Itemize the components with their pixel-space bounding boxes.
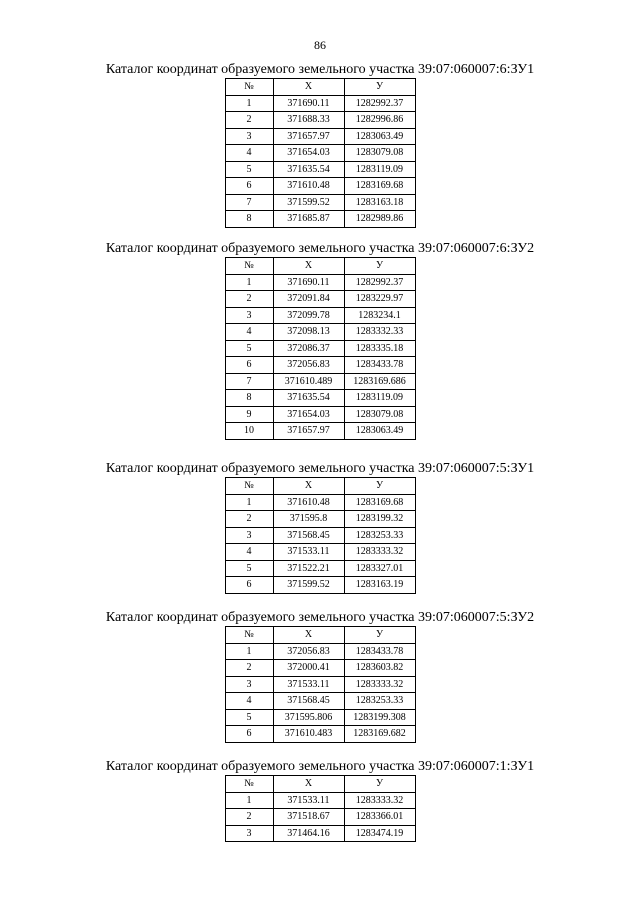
cell-y-coordinate: 1283079.08 <box>344 406 415 423</box>
cell-y-coordinate: 1283079.08 <box>344 145 415 162</box>
cell-point-number: 10 <box>225 423 273 440</box>
cell-x-coordinate: 371522.21 <box>273 560 344 577</box>
cell-point-number: 1 <box>225 792 273 809</box>
cell-x-coordinate: 371533.11 <box>273 792 344 809</box>
cell-x-coordinate: 371654.03 <box>273 145 344 162</box>
coordinates-table <box>225 257 416 440</box>
table-row <box>225 726 415 743</box>
table-header-row <box>225 627 415 644</box>
cell-y-coordinate: 1283333.32 <box>344 544 415 561</box>
cell-point-number: 1 <box>225 274 273 291</box>
coordinate-catalog <box>0 759 640 842</box>
cell-x-coordinate: 371599.52 <box>273 577 344 594</box>
table-row <box>225 792 415 809</box>
cell-y-coordinate: 1283119.09 <box>344 161 415 178</box>
cell-y-coordinate: 1283063.49 <box>344 128 415 145</box>
cell-point-number: 3 <box>225 307 273 324</box>
table-row <box>225 112 415 129</box>
cell-y-coordinate: 1282992.37 <box>344 274 415 291</box>
table-row <box>225 494 415 511</box>
cell-y-coordinate: 1283163.19 <box>344 577 415 594</box>
cell-x-coordinate: 371518.67 <box>273 809 344 826</box>
cell-x-coordinate: 371595.8 <box>273 511 344 528</box>
cell-x-coordinate: 371595.806 <box>273 709 344 726</box>
cell-x-coordinate: 371690.11 <box>273 274 344 291</box>
cell-y-coordinate: 1283229.97 <box>344 291 415 308</box>
cell-x-coordinate: 371688.33 <box>273 112 344 129</box>
cell-y-coordinate: 1283333.32 <box>344 792 415 809</box>
cell-x-coordinate: 372091.84 <box>273 291 344 308</box>
table-row <box>225 211 415 228</box>
table-row <box>225 709 415 726</box>
column-header-point-number: № <box>225 79 273 96</box>
cell-point-number: 5 <box>225 340 273 357</box>
coordinate-catalog <box>0 610 640 743</box>
table-row <box>225 145 415 162</box>
cell-y-coordinate: 1283366.01 <box>344 809 415 826</box>
cell-x-coordinate: 371599.52 <box>273 194 344 211</box>
cell-x-coordinate: 371610.48 <box>273 178 344 195</box>
cell-y-coordinate: 1283199.32 <box>344 511 415 528</box>
page-number: 86 <box>314 38 326 52</box>
cell-y-coordinate: 1282992.37 <box>344 95 415 112</box>
column-header-x-coordinate: X <box>273 776 344 793</box>
table-header-row <box>225 776 415 793</box>
catalog-title: Каталог координат образуемого земельного участка 39:07:060007:5:ЗУ1 <box>105 461 535 476</box>
table-row <box>225 95 415 112</box>
cell-point-number: 5 <box>225 560 273 577</box>
column-header-y-coordinate: У <box>344 258 415 275</box>
cell-point-number: 4 <box>225 544 273 561</box>
table-row <box>225 324 415 341</box>
table-row <box>225 511 415 528</box>
column-header-x-coordinate: X <box>273 79 344 96</box>
coordinates-table <box>225 477 416 594</box>
table-row <box>225 128 415 145</box>
cell-point-number: 3 <box>225 527 273 544</box>
cell-y-coordinate: 1283335.18 <box>344 340 415 357</box>
cell-y-coordinate: 1283253.33 <box>344 527 415 544</box>
cell-y-coordinate: 1283169.68 <box>344 494 415 511</box>
cell-x-coordinate: 371568.45 <box>273 527 344 544</box>
cell-y-coordinate: 1283603.82 <box>344 660 415 677</box>
table-row <box>225 643 415 660</box>
cell-point-number: 7 <box>225 194 273 211</box>
table-row <box>225 423 415 440</box>
table-row <box>225 340 415 357</box>
column-header-y-coordinate: У <box>344 79 415 96</box>
cell-x-coordinate: 371610.48 <box>273 494 344 511</box>
table-row <box>225 390 415 407</box>
column-header-x-coordinate: X <box>273 627 344 644</box>
column-header-y-coordinate: У <box>344 478 415 495</box>
cell-y-coordinate: 1283474.19 <box>344 825 415 842</box>
cell-point-number: 8 <box>225 211 273 228</box>
table-header-row <box>225 79 415 96</box>
cell-y-coordinate: 1283169.686 <box>344 373 415 390</box>
catalog-title: Каталог координат образуемого земельного участка 39:07:060007:6:ЗУ2 <box>105 241 535 256</box>
cell-y-coordinate: 1283433.78 <box>344 643 415 660</box>
cell-point-number: 6 <box>225 726 273 743</box>
cell-y-coordinate: 1283163.18 <box>344 194 415 211</box>
table-row <box>225 660 415 677</box>
cell-y-coordinate: 1283199.308 <box>344 709 415 726</box>
cell-x-coordinate: 372086.37 <box>273 340 344 357</box>
coordinates-table <box>225 775 416 842</box>
cell-point-number: 5 <box>225 709 273 726</box>
cell-point-number: 1 <box>225 643 273 660</box>
cell-y-coordinate: 1283333.32 <box>344 676 415 693</box>
cell-x-coordinate: 372000.41 <box>273 660 344 677</box>
cell-x-coordinate: 371654.03 <box>273 406 344 423</box>
table-row <box>225 825 415 842</box>
table-row <box>225 161 415 178</box>
cell-x-coordinate: 371685.87 <box>273 211 344 228</box>
cell-x-coordinate: 371533.11 <box>273 544 344 561</box>
cell-y-coordinate: 1283169.682 <box>344 726 415 743</box>
cell-y-coordinate: 1283327.01 <box>344 560 415 577</box>
cell-x-coordinate: 372056.83 <box>273 357 344 374</box>
table-row <box>225 809 415 826</box>
cell-point-number: 1 <box>225 95 273 112</box>
cell-point-number: 2 <box>225 511 273 528</box>
cell-point-number: 6 <box>225 178 273 195</box>
table-row <box>225 307 415 324</box>
cell-point-number: 2 <box>225 291 273 308</box>
cell-x-coordinate: 371657.97 <box>273 128 344 145</box>
coordinates-table <box>225 626 416 743</box>
cell-y-coordinate: 1283119.09 <box>344 390 415 407</box>
column-header-y-coordinate: У <box>344 776 415 793</box>
table-row <box>225 274 415 291</box>
column-header-y-coordinate: У <box>344 627 415 644</box>
table-header-row <box>225 478 415 495</box>
table-row <box>225 178 415 195</box>
cell-x-coordinate: 372098.13 <box>273 324 344 341</box>
column-header-point-number: № <box>225 627 273 644</box>
table-row <box>225 527 415 544</box>
catalog-title: Каталог координат образуемого земельного участка 39:07:060007:6:ЗУ1 <box>105 62 535 77</box>
cell-y-coordinate: 1283063.49 <box>344 423 415 440</box>
table-row <box>225 560 415 577</box>
cell-point-number: 6 <box>225 357 273 374</box>
cell-point-number: 9 <box>225 406 273 423</box>
cell-x-coordinate: 372056.83 <box>273 643 344 660</box>
cell-x-coordinate: 371635.54 <box>273 161 344 178</box>
cell-point-number: 2 <box>225 809 273 826</box>
cell-x-coordinate: 371690.11 <box>273 95 344 112</box>
coordinate-catalog <box>0 461 640 594</box>
cell-point-number: 4 <box>225 145 273 162</box>
table-row <box>225 577 415 594</box>
cell-y-coordinate: 1283234.1 <box>344 307 415 324</box>
table-header-row <box>225 258 415 275</box>
column-header-point-number: № <box>225 258 273 275</box>
cell-point-number: 2 <box>225 660 273 677</box>
table-row <box>225 291 415 308</box>
table-row <box>225 194 415 211</box>
cell-point-number: 3 <box>225 676 273 693</box>
column-header-point-number: № <box>225 478 273 495</box>
cell-point-number: 1 <box>225 494 273 511</box>
column-header-x-coordinate: X <box>273 258 344 275</box>
table-row <box>225 373 415 390</box>
cell-x-coordinate: 372099.78 <box>273 307 344 324</box>
cell-point-number: 7 <box>225 373 273 390</box>
cell-x-coordinate: 371568.45 <box>273 693 344 710</box>
cell-point-number: 3 <box>225 128 273 145</box>
cell-point-number: 3 <box>225 825 273 842</box>
column-header-x-coordinate: X <box>273 478 344 495</box>
table-row <box>225 693 415 710</box>
coordinates-table <box>225 78 416 228</box>
cell-y-coordinate: 1283253.33 <box>344 693 415 710</box>
cell-point-number: 4 <box>225 324 273 341</box>
table-row <box>225 357 415 374</box>
column-header-point-number: № <box>225 776 273 793</box>
table-row <box>225 676 415 693</box>
cell-point-number: 6 <box>225 577 273 594</box>
cell-x-coordinate: 371464.16 <box>273 825 344 842</box>
cell-y-coordinate: 1282996.86 <box>344 112 415 129</box>
cell-x-coordinate: 371610.489 <box>273 373 344 390</box>
cell-x-coordinate: 371657.97 <box>273 423 344 440</box>
cell-y-coordinate: 1283169.68 <box>344 178 415 195</box>
table-row <box>225 544 415 561</box>
cell-y-coordinate: 1282989.86 <box>344 211 415 228</box>
table-row <box>225 406 415 423</box>
cell-point-number: 8 <box>225 390 273 407</box>
cell-y-coordinate: 1283433.78 <box>344 357 415 374</box>
cell-x-coordinate: 371635.54 <box>273 390 344 407</box>
coordinate-catalog <box>0 241 640 440</box>
catalog-title: Каталог координат образуемого земельного участка 39:07:060007:1:ЗУ1 <box>105 759 535 774</box>
catalog-title: Каталог координат образуемого земельного участка 39:07:060007:5:ЗУ2 <box>105 610 535 625</box>
cell-x-coordinate: 371533.11 <box>273 676 344 693</box>
cell-point-number: 2 <box>225 112 273 129</box>
cell-point-number: 4 <box>225 693 273 710</box>
cell-point-number: 5 <box>225 161 273 178</box>
cell-y-coordinate: 1283332.33 <box>344 324 415 341</box>
cell-x-coordinate: 371610.483 <box>273 726 344 743</box>
coordinate-catalog <box>0 62 640 228</box>
